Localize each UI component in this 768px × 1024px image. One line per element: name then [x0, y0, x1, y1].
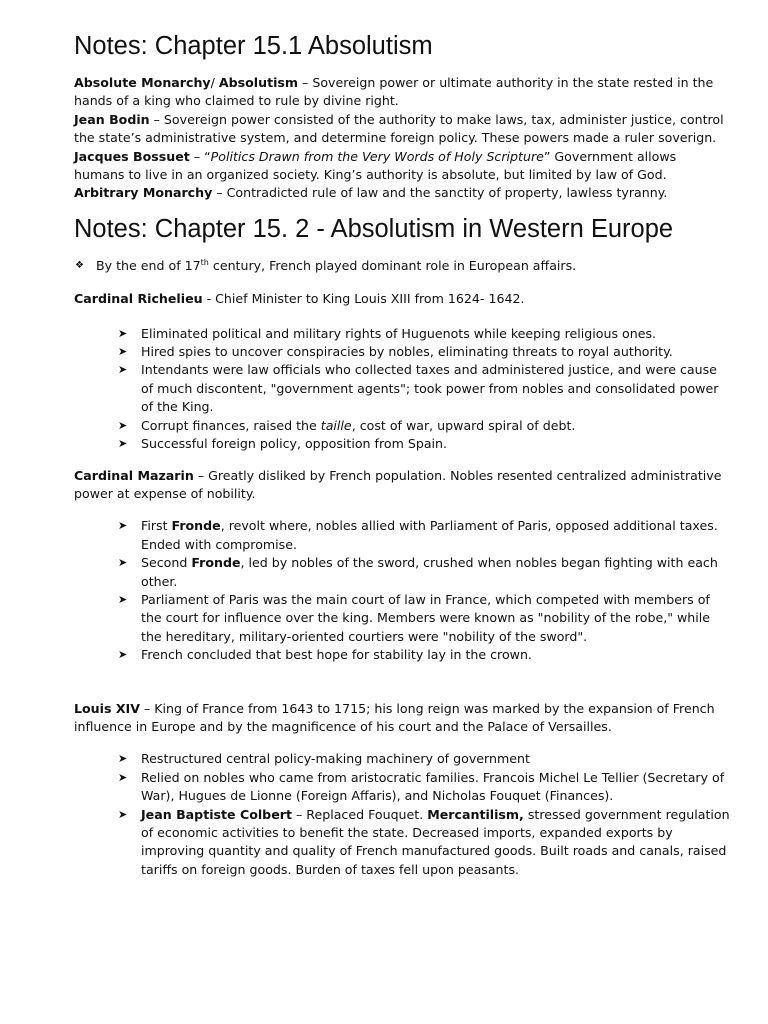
richelieu-heading: Cardinal Richelieu - Chief Minister to King Louis XIII from 1624- 1642.: [74, 291, 525, 307]
definition-jean-bodin: Jean Bodin – Sovereign power consisted of the authority to make laws, tax, administer justice, control the state’s administrative system, and determine foreign policy. These powers made a ruler soverign.: [74, 111, 724, 146]
arrow-bullet-icon: ➤: [118, 519, 128, 533]
definition-absolute-monarchy: Absolute Monarchy/ Absolutism – Sovereign power or ultimate authority in the state rested in the hands of a king who claimed to rule by divine right.: [74, 75, 714, 109]
list-item: ➤ Restructured central policy-making machinery of government: [141, 750, 730, 768]
list-item: ➤ Jean Baptiste Colbert – Replaced Fouquet. Mercantilism, stressed government regulation of economic activities to benefit the state. Decreased imports, expanded exports by improving quantity and quality of French manufactured goods. Built roads and canals, raised tariffs on foreign goods. Burden of taxes fell upon peasants.: [118, 806, 730, 877]
list-item: ➤ Parliament of Paris was the main court of law in France, which competed with members of the court for influence over the king. Members were known as "nobility of the robe," while the hereditary, military-oriented courtiers were "nobility of the sword".: [118, 591, 711, 644]
arrow-bullet-icon: ➤: [118, 437, 128, 451]
quote: Politics Drawn from the Very Words of Holy Scripture: [210, 148, 544, 164]
term: Louis XIV: [74, 700, 140, 716]
louis-list: [74, 750, 730, 879]
arrow-bullet-icon: ➤: [118, 418, 128, 432]
list-item: ➤ Corrupt finances, raised the taille, cost of war, upward spiral of debt.: [141, 417, 730, 435]
term: Jacques Bossuet: [74, 148, 190, 164]
list-item: ➤ Successful foreign policy, opposition from Spain.: [141, 435, 730, 453]
list-item: ➤ Intendants were law officials who collected taxes and administered justice, and were cause of much discontent, "government agents"; took power from nobles and consolidated power of the King.: [118, 362, 719, 415]
list-item: ➤ First Fronde, revolt where, nobles allied with Parliament of Paris, opposed additional taxes. Ended with compromise.: [118, 518, 718, 552]
definition-arbitrary-monarchy: Arbitrary Monarchy – Contradicted rule of law and the sanctity of property, lawless tyranny.: [74, 185, 668, 201]
term: Jean Bodin: [74, 111, 150, 127]
mazarin-list: [74, 517, 730, 664]
arrow-bullet-icon: ➤: [118, 752, 128, 766]
list-item: ➤ Relied on nobles who came from aristocratic families. Francois Michel Le Tellier (Secretary of War), Hugues de Lionne (Foreign Affaris), and Nicholas Fouquet (Finances).: [118, 769, 725, 804]
term: Cardinal Mazarin: [74, 467, 194, 483]
arrow-bullet-icon: ➤: [118, 326, 128, 340]
term: Arbitrary Monarchy: [74, 185, 213, 201]
term: Absolutism: [218, 75, 299, 90]
section2-title: Notes: Chapter 15. 2 - Absolutism in Western Europe: [74, 214, 674, 243]
section1-title: Notes: Chapter 15.1 Absolutism: [74, 32, 433, 60]
arrow-bullet-icon: ➤: [118, 345, 128, 359]
term: Absolute Monarchy: [74, 75, 211, 90]
spacer: [74, 678, 730, 700]
list-item: ➤ French concluded that best hope for stability lay in the crown.: [141, 646, 730, 664]
list-item: ➤ Eliminated political and military rights of Huguenots while keeping religious ones.: [141, 325, 730, 343]
arrow-bullet-icon: ➤: [118, 770, 128, 784]
arrow-bullet-icon: ➤: [118, 648, 128, 662]
arrow-bullet-icon: ➤: [118, 592, 128, 606]
louis-heading: Louis XIV – King of France from 1643 to 1715; his long reign was marked by the expansion of French influence in Europe and by the magnificence of his court and the Palace of Versailles.: [74, 700, 715, 734]
diamond-bullet-icon: ❖: [75, 259, 84, 271]
arrow-bullet-icon: ➤: [118, 363, 128, 377]
arrow-bullet-icon: ➤: [118, 556, 128, 570]
richelieu-list: [74, 325, 730, 454]
list-item: ➤ Second Fronde, led by nobles of the sword, crushed when nobles began fighting with each other.: [118, 555, 718, 589]
term: Cardinal Richelieu: [74, 291, 203, 307]
intro-bullet: ❖ By the end of 17th century, French played dominant role in European affairs.: [74, 257, 730, 275]
document-page: [74, 30, 730, 892]
list-item: ➤ Hired spies to uncover conspiracies by nobles, eliminating threats to royal authority.: [141, 343, 730, 361]
arrow-bullet-icon: ➤: [118, 807, 128, 821]
mazarin-heading: Cardinal Mazarin – Greatly disliked by French population. Nobles resented centralized administrative power at expense of nobility.: [74, 467, 722, 501]
definition-jacques-bossuet: Jacques Bossuet – “Politics Drawn from the Very Words of Holy Scripture” Government allows humans to live in an organized society. King’s authority is absolute, but limited by law of God.: [74, 148, 677, 183]
